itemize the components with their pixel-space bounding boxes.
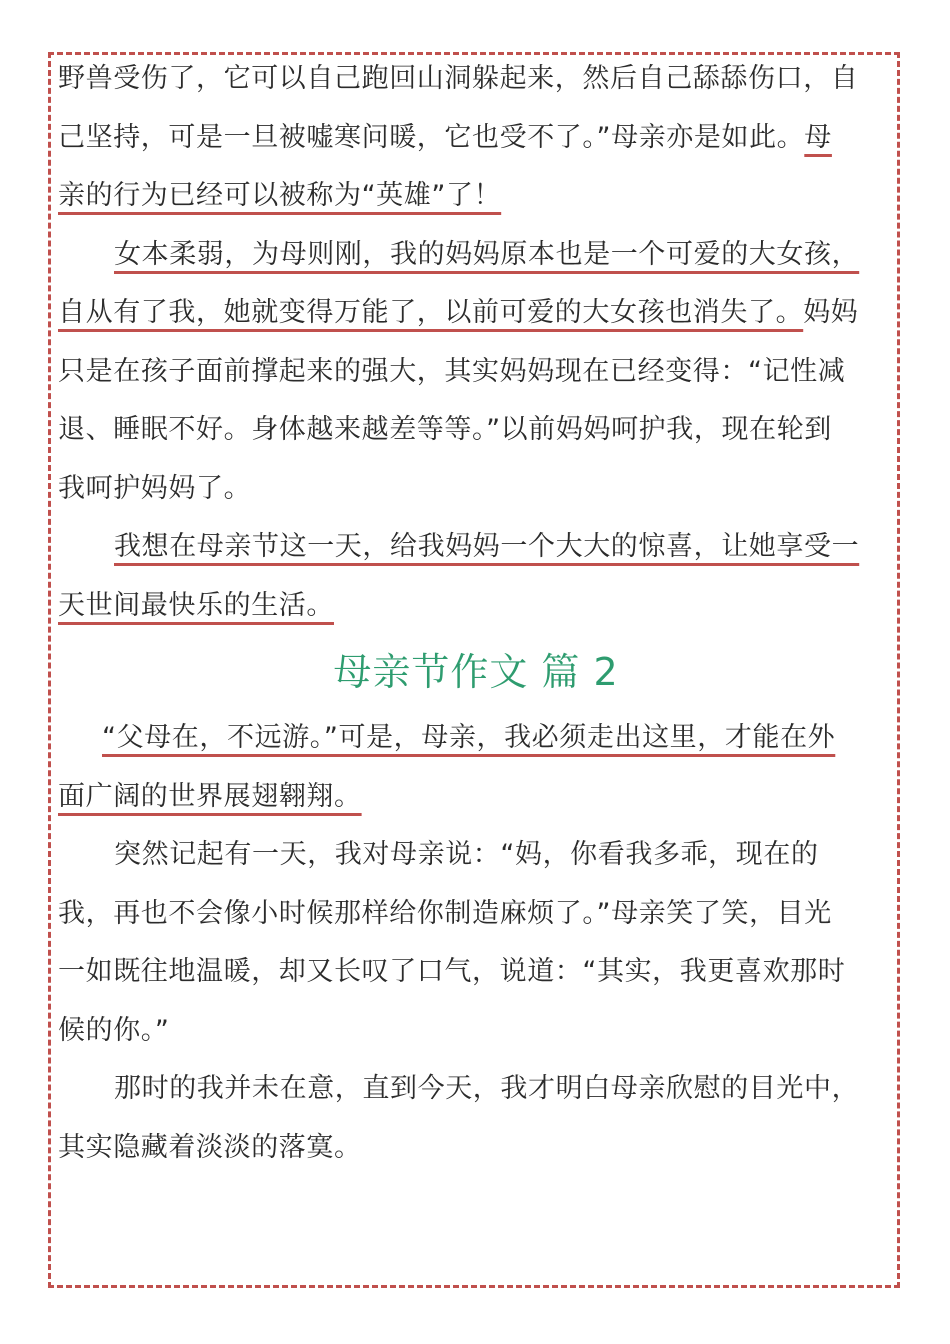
text-line bbox=[58, 109, 894, 168]
text-line bbox=[58, 284, 894, 343]
text-line: 退、睡眠不好。身体越来越差等等。”以前妈妈呵护我，现在轮到 bbox=[58, 414, 832, 445]
underlined-text: 面广阔的世界展翅翱翔。 bbox=[58, 780, 362, 812]
underlined-text: 我想在母亲节这一天，给我妈妈一个大大的惊喜，让她享受一 bbox=[114, 531, 860, 562]
text-line: 候的你。” bbox=[58, 1014, 170, 1046]
text-line bbox=[58, 709, 894, 768]
text-line bbox=[58, 518, 894, 577]
essay-content bbox=[58, 50, 894, 1177]
text-line bbox=[58, 167, 894, 226]
underlined-text: 天世间最快乐的生活。 bbox=[58, 589, 334, 621]
underlined-text: 亲的行为已经可以被称为“英雄”了！ bbox=[58, 180, 502, 211]
underlined-text: 母 bbox=[804, 121, 832, 153]
text-line: 只是在孩子面前撑起来的强大，其实妈妈现在已经变得：“记性减 bbox=[58, 355, 846, 387]
text-line: 我，再也不会像小时候那样给你制造麻烦了。”母亲笑了笑，目光 bbox=[58, 897, 832, 929]
text-line: 突然记起有一天，我对母亲说：“妈，你看我多乖，现在的 bbox=[114, 839, 819, 870]
underlined-text: “父母在，不远游。”可是，母亲，我必须走出这里，才能在外 bbox=[102, 722, 836, 753]
text-span: 己坚持，可是一旦被嘘寒问暖，它也受不了。”母亲亦是如此。 bbox=[58, 121, 805, 153]
section-heading: 母亲节作文 篇 2 bbox=[333, 650, 619, 694]
text-line: 我呵护妈妈了。 bbox=[58, 472, 252, 504]
text-line bbox=[58, 768, 894, 827]
text-line bbox=[58, 226, 894, 285]
text-line: 其实隐藏着淡淡的落寞。 bbox=[58, 1131, 362, 1163]
text-line bbox=[58, 577, 894, 636]
text-span: 妈妈 bbox=[803, 297, 859, 328]
text-line: 野兽受伤了，它可以自己跑回山洞躲起来，然后自己舔舔伤口，自 bbox=[58, 63, 859, 94]
underlined-text: 女本柔弱，为母则刚，我的妈妈原本也是一个可爱的大女孩， bbox=[114, 238, 860, 270]
text-line: 那时的我并未在意，直到今天，我才明白母亲欣慰的目光中， bbox=[114, 1073, 860, 1104]
underlined-text: 自从有了我，她就变得万能了，以前可爱的大女孩也消失了。 bbox=[58, 297, 804, 328]
text-line: 一如既往地温暖，却又长叹了口气，说道：“其实，我更喜欢那时 bbox=[58, 956, 846, 987]
